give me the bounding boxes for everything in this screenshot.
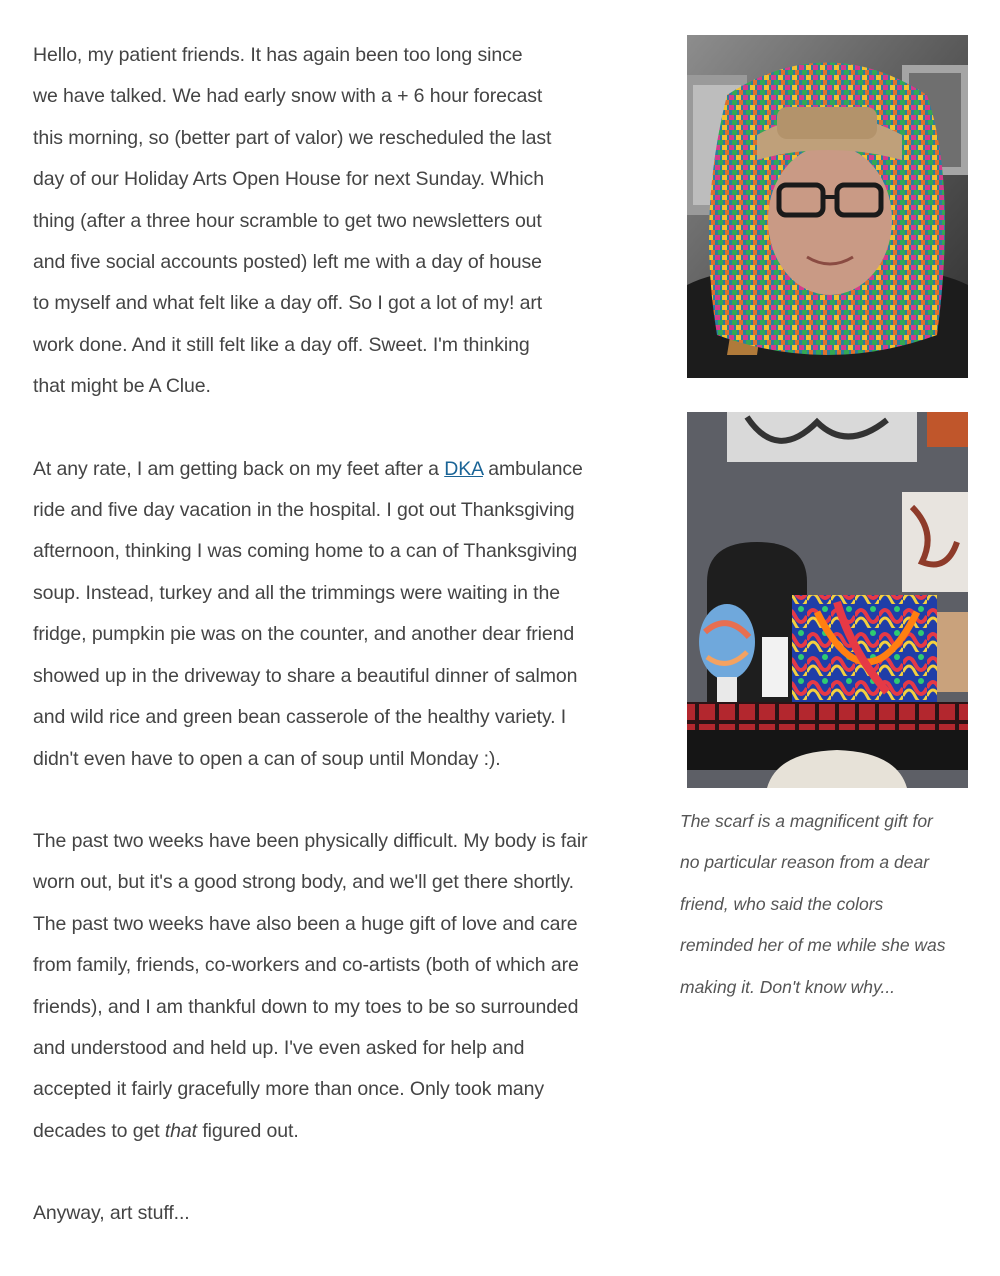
emphasis-text: that	[164, 1119, 197, 1142]
photo-caption	[680, 801, 980, 1008]
text-line: from family, friends, co-workers and co-artists (both of which are	[33, 954, 579, 977]
text-line: and understood and held up. I've even asked for help and	[33, 1036, 525, 1059]
text-line: thing (after a three hour scramble to get two newsletters out	[33, 209, 542, 232]
text-line: didn't even have to open a can of soup until Monday :).	[33, 747, 501, 770]
article-body	[33, 35, 633, 1276]
text-line: The past two weeks have been physically difficult. My body is fair	[33, 829, 588, 852]
text-fragment: decades to get	[33, 1119, 165, 1142]
text-line: Hello, my patient friends. It has again been too long since	[33, 44, 523, 66]
text-line: that might be A Clue.	[33, 375, 211, 398]
text-fragment: ambulance	[482, 457, 583, 480]
text-line	[33, 449, 633, 490]
text-line: and wild rice and green bean casserole of the healthy variety. I	[33, 706, 567, 729]
paragraph-hospital	[33, 449, 633, 780]
paragraph-recovery	[33, 821, 633, 1152]
caption-line: reminded her of me while she was	[680, 935, 946, 956]
caption-line: The scarf is a magnificent gift for	[680, 811, 933, 831]
text-line: ride and five day vacation in the hospital. I got out Thanksgiving	[33, 499, 575, 522]
gallery-photo	[687, 412, 968, 788]
text-line: day of our Holiday Arts Open House for next Sunday. Which	[33, 168, 544, 191]
text-line: afternoon, thinking I was coming home to a can of Thanksgiving	[33, 540, 578, 563]
text-line: accepted it fairly gracefully more than once. Only took many	[33, 1078, 544, 1101]
text-line: friends), and I am thankful down to my toes to be so surrounded	[33, 995, 579, 1018]
caption-line: making it. Don't know why...	[680, 976, 896, 997]
text-line: and five social accounts posted) left me with a day of house	[33, 251, 542, 274]
text-line	[33, 1111, 633, 1152]
text-line: worn out, but it's a good strong body, and we'll get there shortly.	[33, 871, 574, 894]
paragraph-intro	[33, 35, 633, 408]
caption-line: no particular reason from a dear	[680, 852, 930, 873]
dka-link[interactable]: DKA	[444, 457, 483, 480]
selfie-photo	[687, 35, 968, 378]
text-line: we have talked. We had early snow with a + 6 hour forecast	[33, 85, 543, 108]
text-line: fridge, pumpkin pie was on the counter, and another dear friend	[33, 623, 575, 646]
text-fragment: figured out.	[197, 1119, 299, 1142]
text-line: to myself and what felt like a day off. So I got a lot of my! art	[33, 292, 543, 315]
text-line: The past two weeks have also been a huge gift of love and care	[33, 912, 578, 935]
text-line: soup. Instead, turkey and all the trimmings were waiting in the	[33, 581, 560, 604]
text-line: work done. And it still felt like a day off. Sweet. I'm thinking	[33, 333, 530, 356]
text-line: showed up in the driveway to share a beautiful dinner of salmon	[33, 664, 578, 687]
text-line: this morning, so (better part of valor) we rescheduled the last	[33, 126, 552, 149]
paragraph-closing	[33, 1193, 633, 1234]
text-line: Anyway, art stuff...	[33, 1202, 190, 1225]
text-fragment: At any rate, I am getting back on my feet after a	[33, 457, 445, 480]
caption-line: friend, who said the colors	[680, 893, 884, 914]
